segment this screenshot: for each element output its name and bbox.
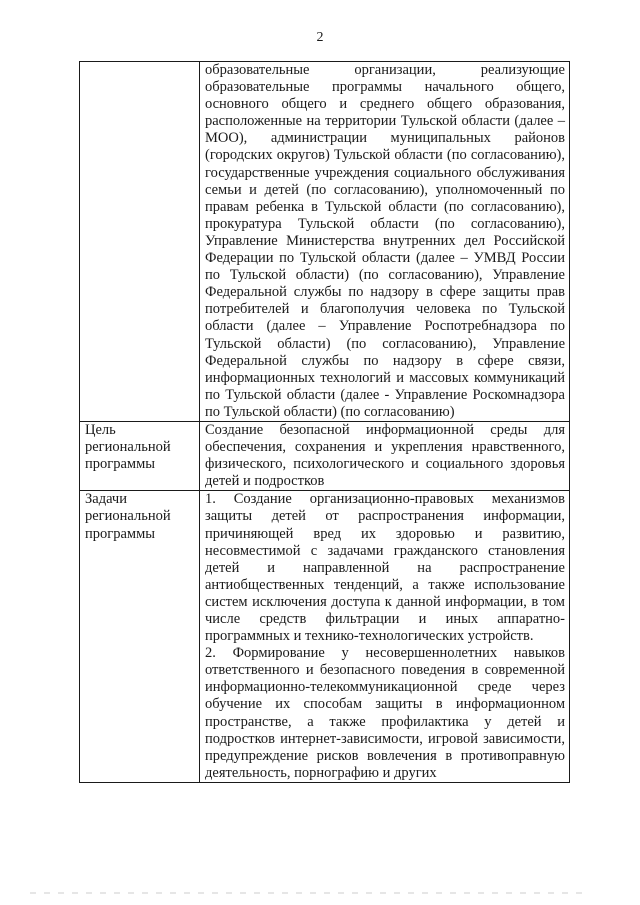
- row-label-tasks: Задачи региональной программы: [80, 491, 200, 783]
- row-label-goal: Цель региональной программы: [80, 421, 200, 490]
- scan-artifact: [30, 892, 590, 894]
- tasks-cell: [200, 491, 570, 783]
- participants-text: образовательные организации, реализующие образовательные программы начального общего, основного общего и среднего общего образования, расположенные на территории Тульской области (далее – МОО), администрации муниципальных районов (городских округов) Тульской области (по согласованию), государственные учреждения социального обслуживания семьи и детей (по согласованию), уполномоченный по правам ребенка в Тульской области (по согласованию), прокуратура Тульской области (по согласованию), Управление Министерства внутренних дел Российской Федерации по Тульской области (далее – УМВД России по Тульской области) (по согласованию), Управление Федеральной службы по надзору в сфере защиты прав потребителей и благополучия человека по Тульской области (далее – Управление Роспотребнадзора по Тульской области) (по согласованию), Управление Федеральной службы по надзору в сфере связи, информационных технологий и массовых коммуникаций по Тульской области (далее - Управление Роскомнадзора по Тульской области) (по согласованию): [200, 62, 570, 422]
- table-row: [80, 62, 570, 422]
- task-item: 1. Создание организационно-правовых механизмов защиты детей от распространения информации, причиняющей вред их здоровью и развитию, несовместимой с задачами гражданского становления детей и направленной на распространение антиобщественных тенденций, а также использование систем исключения доступа к данной информации, в том числе средств фильтрации и иных аппаратно-программных и технико-технологических устройств.: [205, 491, 565, 645]
- page-number: 2: [316, 30, 324, 45]
- program-passport-table: [79, 61, 570, 783]
- table-row: [80, 491, 570, 783]
- row-label: [80, 62, 200, 422]
- task-item: 2. Формирование у несовершеннолетних навыков ответственного и безопасного поведения в современной информационно-телекоммуникационной среде через обучение их способам защиты в информационном пространстве, а также профилактика у детей и подростков интернет-зависимости, игровой зависимости, предупреждение рисков вовлечения в противоправную деятельность, порнографию и других: [205, 645, 565, 781]
- goal-text: Создание безопасной информационной среды для обеспечения, сохранения и укрепления нравственного, физического, психологического и социального здоровья детей и подростков: [200, 421, 570, 490]
- table-row: [80, 421, 570, 490]
